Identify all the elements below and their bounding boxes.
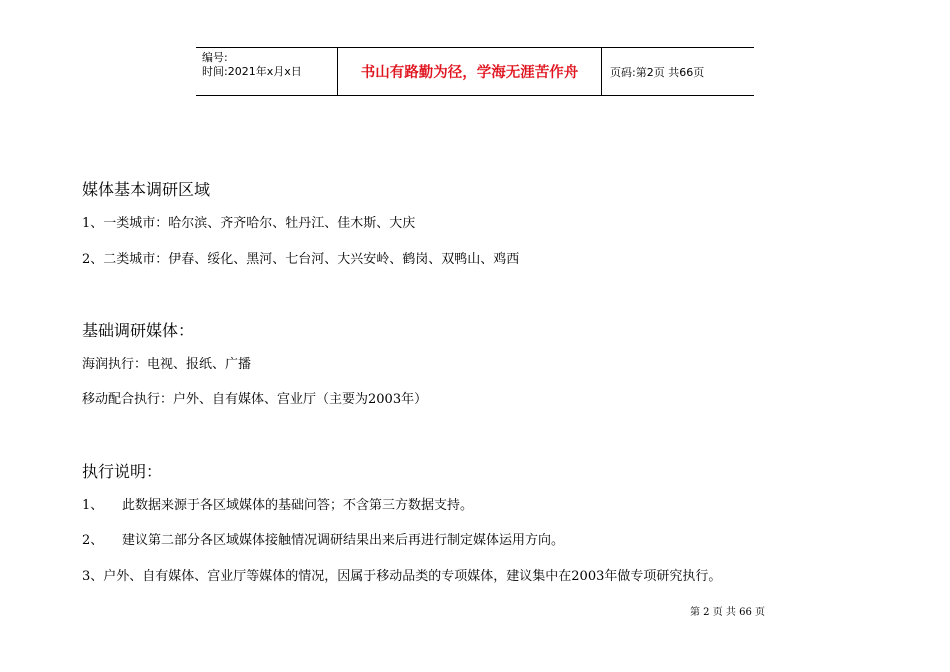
list-item xyxy=(82,494,473,513)
page-header xyxy=(196,47,754,96)
list-item: 海润执行：电视、报纸、广播 xyxy=(82,357,252,372)
item-number: 2、 xyxy=(82,533,104,548)
list-item: 移动配合执行：户外、自有媒体、宫业厅（主要为2003年） xyxy=(82,392,428,407)
time-label: 时间:2021年x月x日 xyxy=(202,65,302,78)
item-number: 1、 xyxy=(82,498,104,513)
section-title-notes: 执行说明： xyxy=(82,462,163,481)
list-item xyxy=(82,529,564,548)
item-text: 建议第二部分各区域媒体接触情况调研结果出来后再进行制定媒体运用方向。 xyxy=(122,533,565,548)
header-meta-cell xyxy=(196,48,338,95)
page-footer: 第 2 页 共 66 页 xyxy=(690,607,765,618)
list-item: 2、二类城市：伊春、绥化、黑河、七台河、大兴安岭、鹤岗、双鸭山、鸡西 xyxy=(82,252,520,267)
list-item: 1、一类城市：哈尔滨、齐齐哈尔、牡丹江、佳木斯、大庆 xyxy=(82,216,416,231)
number-label: 编号: xyxy=(202,51,228,64)
section-title-base-media: 基础调研媒体： xyxy=(82,321,195,340)
header-motto: 书山有路勤为径，学海无涯苦作舟 xyxy=(338,48,602,95)
section-title-media-regions: 媒体基本调研区域 xyxy=(82,180,211,199)
item-text: 此数据来源于各区域媒体的基础问答；不含第三方数据支持。 xyxy=(122,498,474,513)
header-page-info: 页码:第2页 共66页 xyxy=(610,65,705,79)
list-item: 3、户外、自有媒体、宫业厅等媒体的情况，因属于移动品类的专项媒体，建议集中在2003年做专项研究执行。 xyxy=(82,569,722,584)
